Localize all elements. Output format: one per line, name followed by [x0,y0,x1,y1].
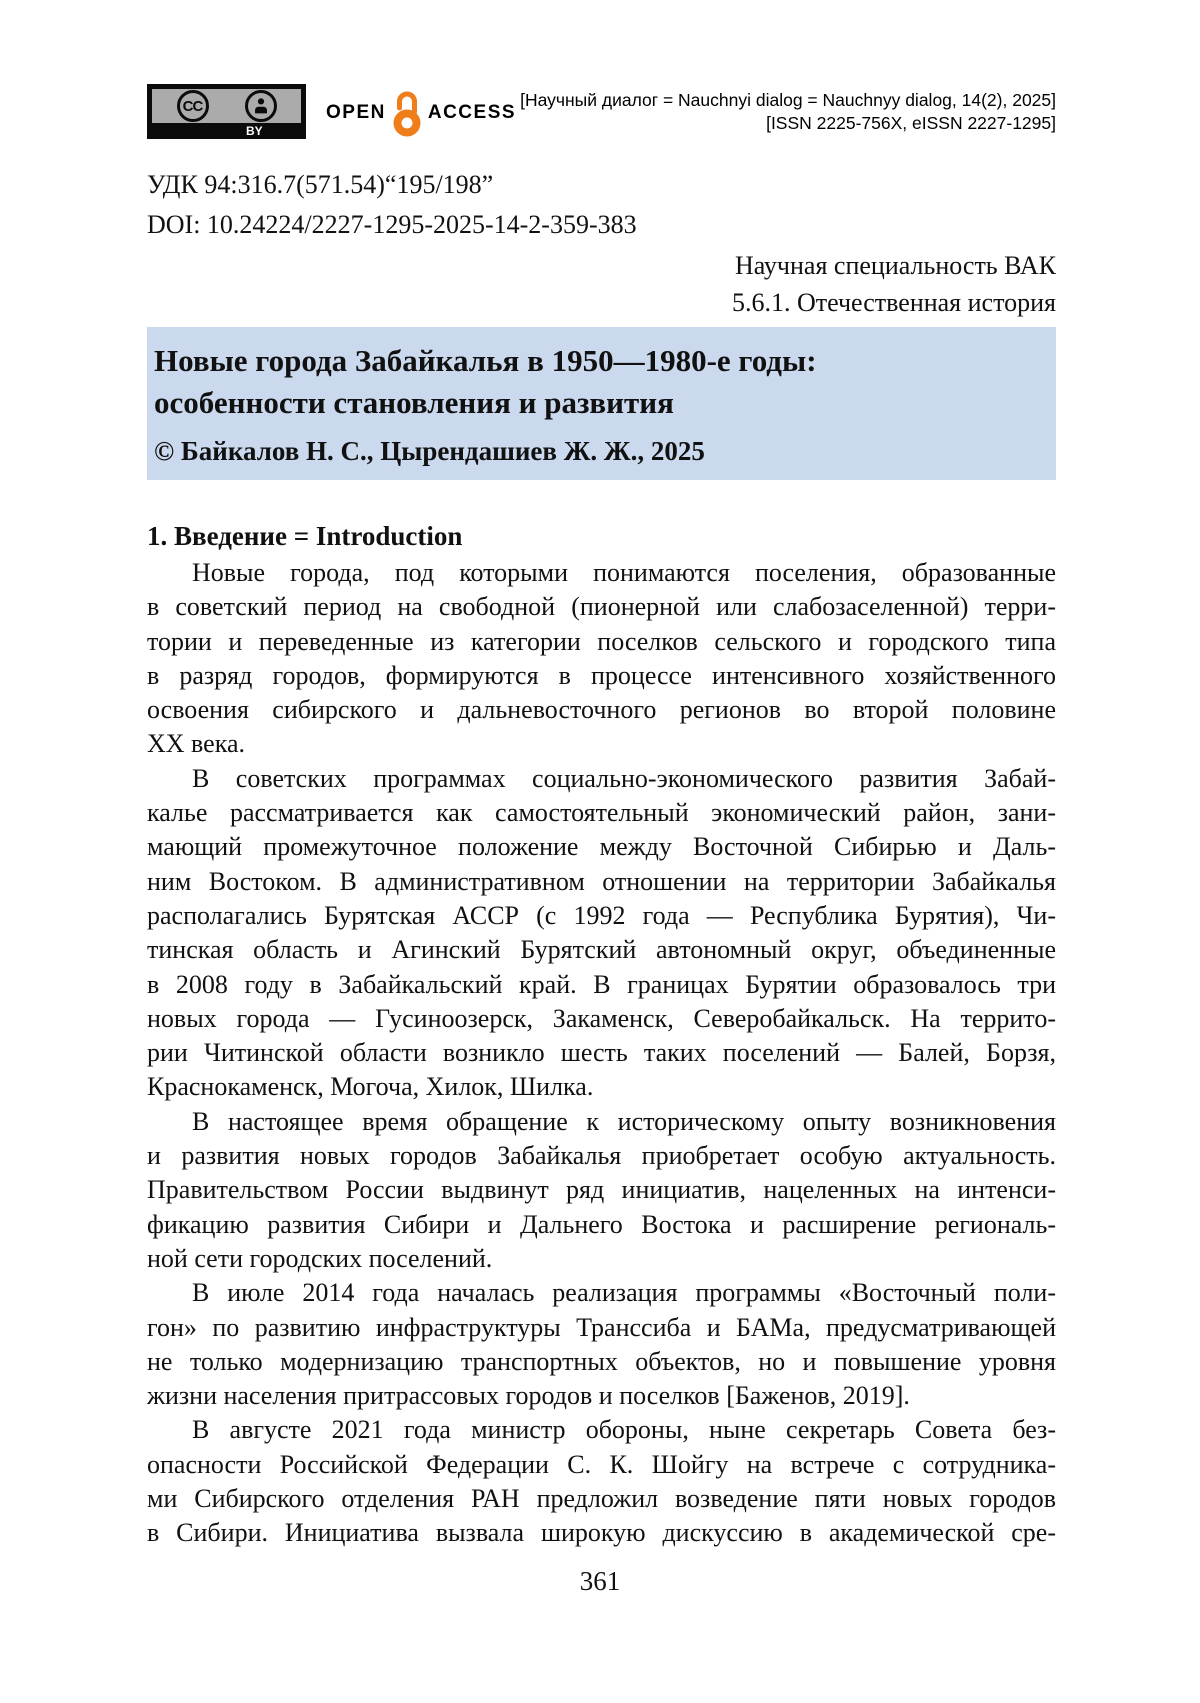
text-line: в Сибири. Инициатива вызвала широкую дискуссию в академической сре- [147,1518,1056,1548]
cc-by-label: BY [246,124,263,138]
text-line: рии Читинской области возникло шесть таких поселений — Балей, Борзя, [147,1038,1056,1068]
cc-logo-icon [177,90,209,122]
text-line: ной сети городских поселений. [147,1243,493,1273]
vak-specialty-value: 5.6.1. Отечественная история [731,288,1056,317]
text-line: в разряд городов, формируются в процессе интенсивного хозяйственного [147,660,1056,690]
title-block [147,327,1056,480]
text-line: Новые города, под которыми понимаются поселения, образованные [192,558,1056,587]
text-line: Правительством России выдвинут ряд инициатив, нацеленных на интенси- [147,1175,1056,1205]
article-title-line1: Новые города Забайкалья в 1950—1980-е годы: [154,343,817,378]
text-line: жизни населения притрассовых городов и поселков [Баженов, 2019]. [147,1381,910,1411]
paragraph [147,556,1056,762]
text-line: освоения сибирского и дальневосточного регионов во второй половине [147,695,1056,725]
page-header [147,84,1056,139]
text-line: новых города — Гусиноозерск, Закаменск, Северобайкальск. На террито- [147,1003,1056,1033]
text-line: В советских программах социально-экономического развития Забай- [192,763,1056,793]
journal-reference-line2: [ISSN 2225-756X, eISSN 2227-1295] [766,113,1056,133]
text-line: ХХ века. [147,729,245,759]
page-number: 361 [579,1566,621,1596]
cc-by-license-badge [147,84,306,139]
text-line: в 2008 году в Забайкальский край. В границах Бурятии образовалось три [147,969,1056,999]
open-access-word-access: ACCESS [427,102,517,123]
udc-code: УДК 94:316.7(571.54)“195/198” [147,170,494,199]
open-padlock-icon [391,89,423,137]
paragraph [147,1105,1056,1276]
text-line: В настоящее время обращение к историческому опыту возникновения [192,1106,1056,1136]
journal-reference [520,84,1056,135]
text-line: и развития новых городов Забайкалья приобретает особую актуальность. [147,1141,1056,1171]
section-heading: 1. Введение = Introduction [147,521,463,551]
open-access-word-open: OPEN [326,102,386,123]
text-line: гон» по развитию инфраструктуры Транссиба и БАМа, предусматривающей [147,1312,1056,1342]
cc-badge-icons [152,89,301,123]
doi-line: DOI: 10.24224/2227-1295-2025-14-2-359-383 [147,210,637,239]
text-line: располагались Бурятская АССР (с 1992 года — Республика Бурятия), Чи- [147,900,1056,930]
paragraph [147,762,1056,1105]
text-line: фикацию развития Сибири и Дальнего Востока и расширение региональ- [147,1209,1056,1239]
paragraph [147,1413,1056,1550]
journal-reference-line1: [Научный диалог = Nauchnyi dialog = Nauchnyy dialog, 14(2), 2025] [520,90,1056,110]
vak-specialty-label: Научная специальность ВАК [734,251,1056,280]
article-title-line2: особенности становления и развития [154,385,674,420]
text-line: Краснокаменск, Могоча, Хилок, Шилка. [147,1072,594,1102]
cc-by-strip [152,123,301,139]
text-line: не только модернизацию транспортных объектов, но и повышение уровня [147,1346,1056,1376]
vak-specialty [147,247,1056,321]
text-line: В августе 2021 года министр обороны, ныне секретарь Совета без- [192,1415,1056,1445]
text-line: калье рассматривается как самостоятельный экономический район, зани- [147,798,1056,828]
attribution-person-icon [245,90,277,122]
cc-logo-label: CC [182,97,203,115]
text-line: тинская область и Агинский Бурятский автономный округ, объединенные [147,935,1056,965]
text-line: в советский период на свободной (пионерной или слабозаселенной) терри- [147,592,1056,622]
text-line: В июле 2014 года началась реализация программы «Восточный поли- [192,1278,1056,1308]
article-copyright: © Байкалов Н. С., Цырендашиев Ж. Ж., 2025 [154,436,705,466]
article-paragraphs [147,556,1056,1551]
text-line: ми Сибирского отделения РАН предложил возведение пяти новых городов [147,1484,1056,1514]
open-access-logo [326,89,516,137]
text-line: тории и переведенные из категории поселков сельского и городского типа [147,626,1056,656]
paragraph [147,1276,1056,1413]
text-line: ним Востоком. В административном отношении на территории Забайкалья [147,866,1056,896]
text-line: мающий промежуточное положение между Восточной Сибирью и Даль- [147,832,1056,862]
text-line: опасности Российской Федерации С. К. Шойгу на встрече с сотрудника- [147,1449,1056,1479]
